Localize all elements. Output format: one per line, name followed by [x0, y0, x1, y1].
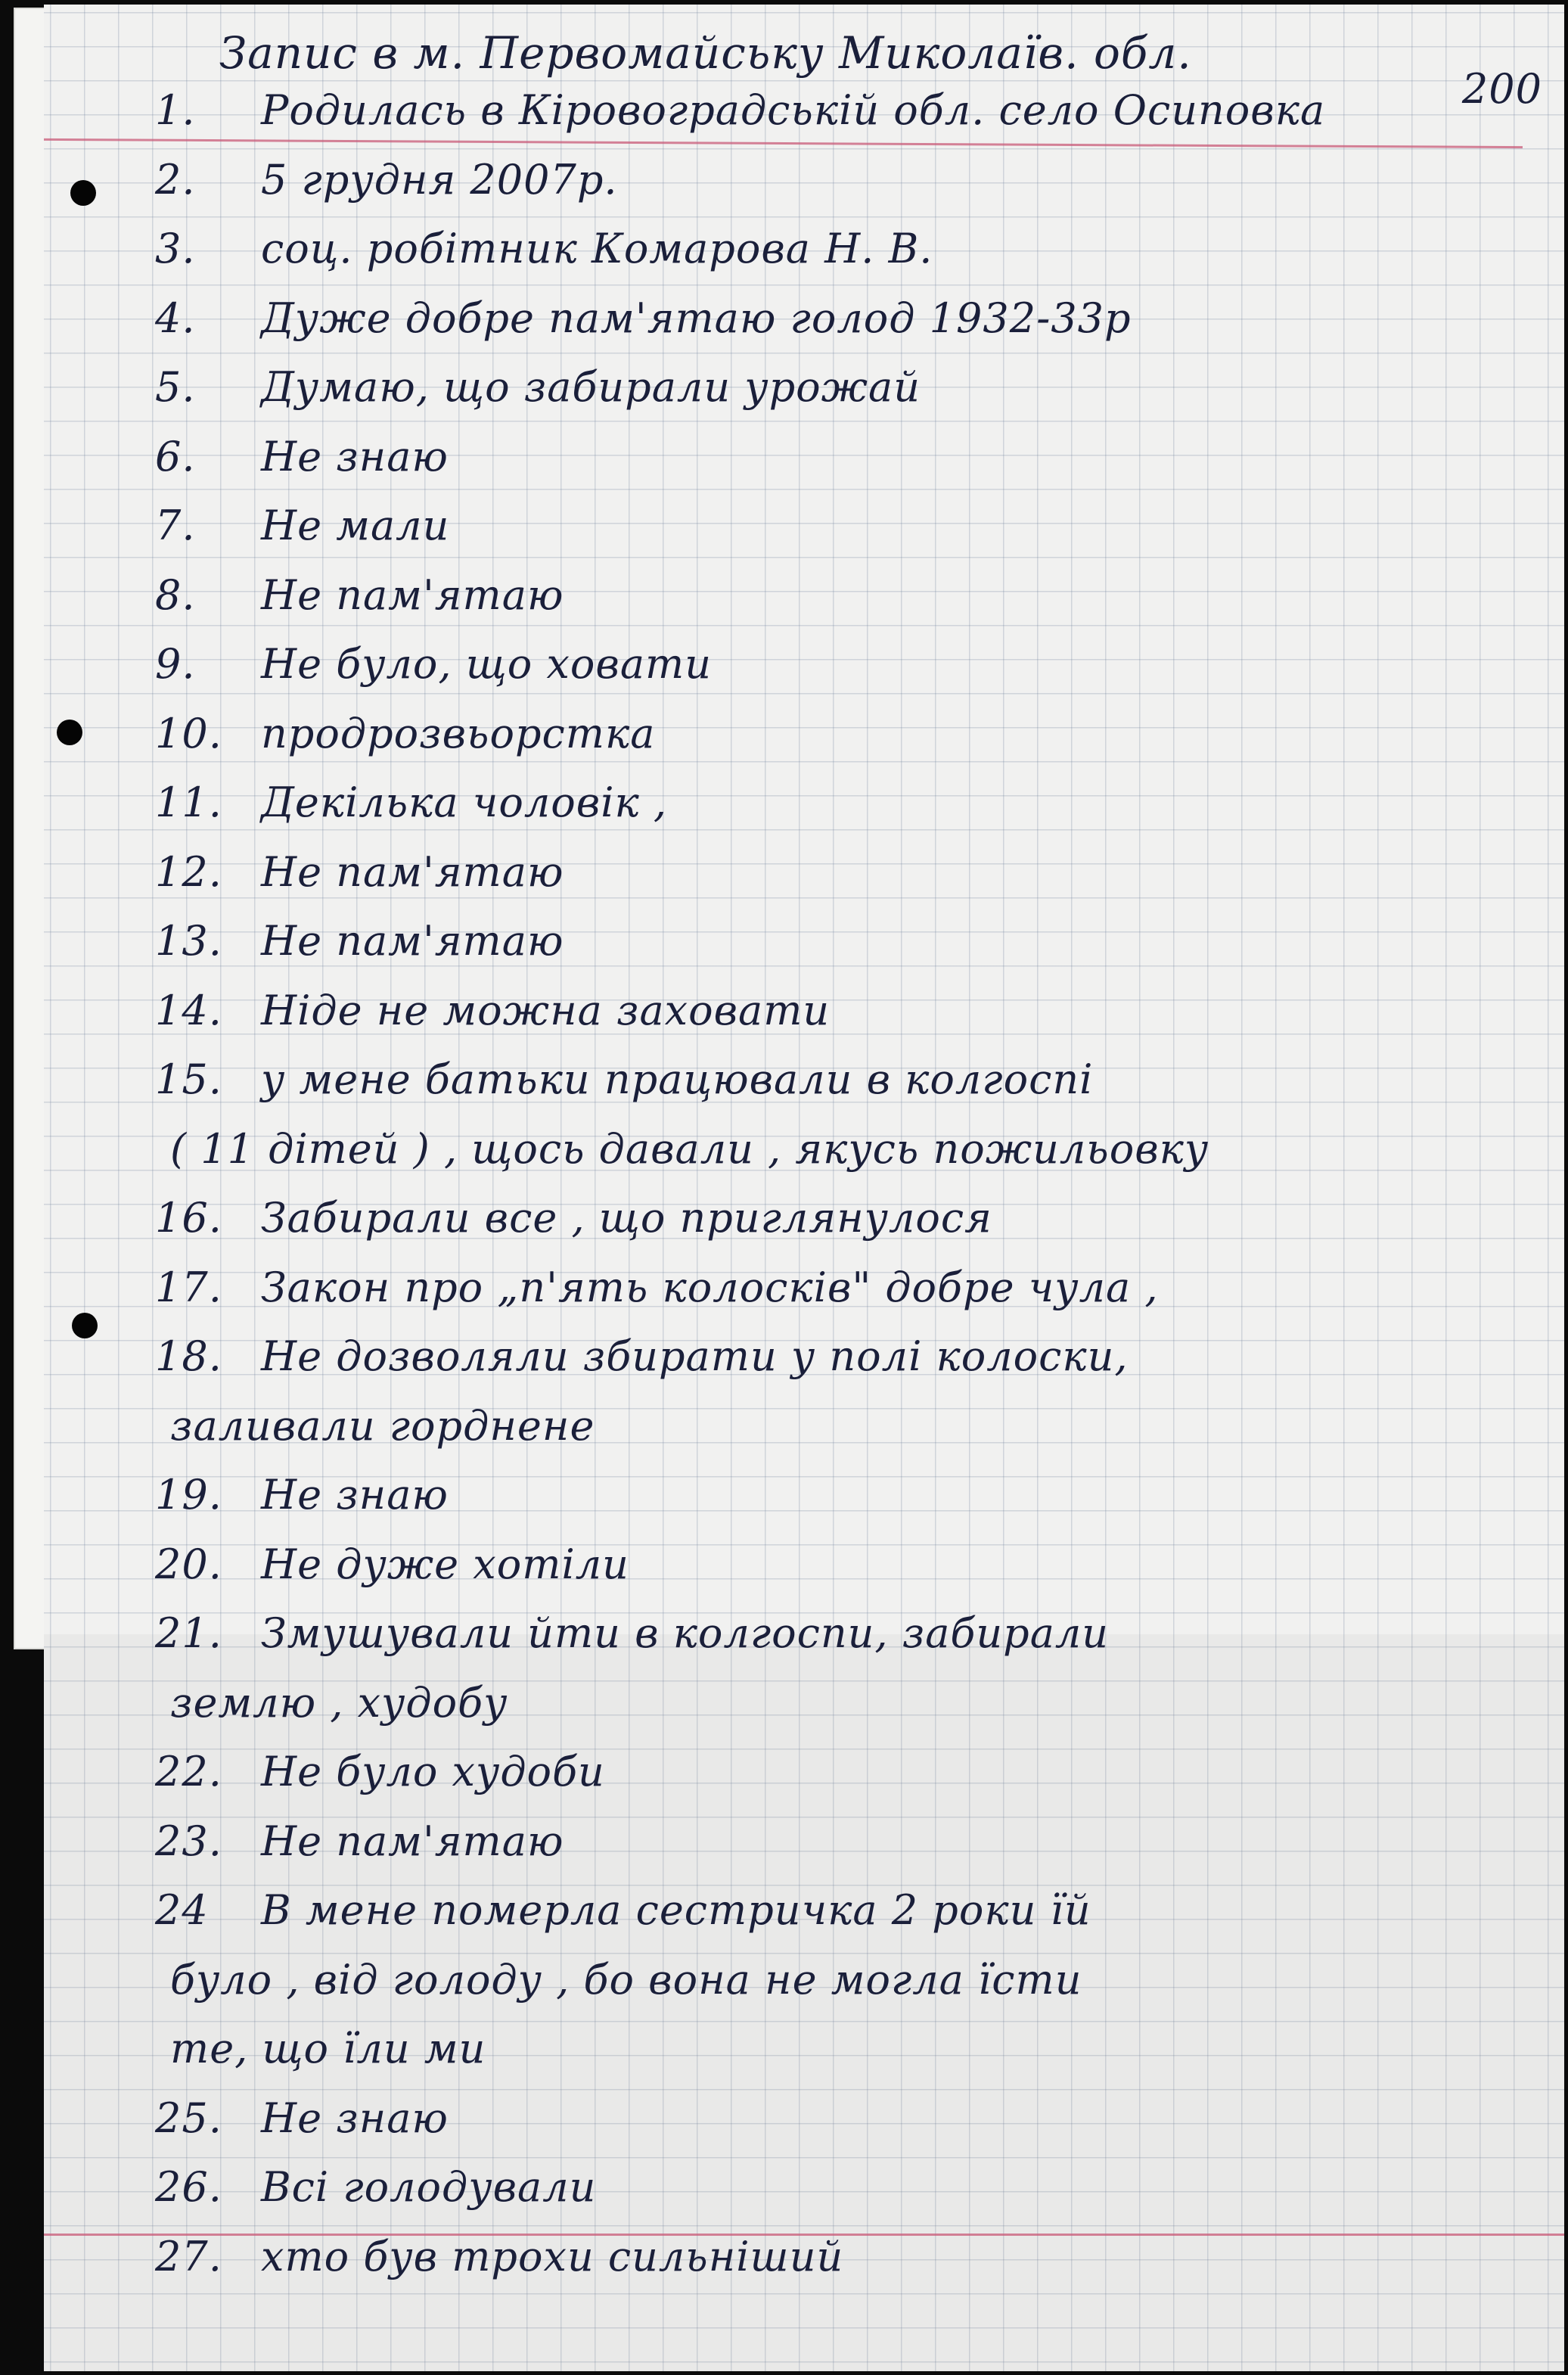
answer-line	[155, 2153, 1501, 2222]
answer-number: 8.	[155, 570, 196, 619]
answer-number: 23.	[155, 1817, 222, 1865]
answer-line	[155, 1876, 1501, 1945]
answer-text: 5 грудня 2007р.	[261, 155, 618, 204]
answer-number: 17.	[155, 1263, 222, 1311]
answer-line	[155, 1045, 1501, 1114]
answer-text: землю , худобу	[170, 1678, 508, 1727]
answer-line	[155, 768, 1501, 838]
answer-text: Не дозволяли збирати у полі колоски,	[261, 1332, 1129, 1381]
answer-text: було , від голоду , бо вона не могла їсти	[170, 1955, 1082, 2004]
answer-number: 13.	[155, 917, 222, 965]
answer-line	[155, 353, 1501, 422]
answer-line	[155, 2084, 1501, 2153]
answer-line	[155, 145, 1501, 215]
answer-continuation-line	[155, 1114, 1501, 1184]
answer-number: 26.	[155, 2163, 222, 2212]
answer-text: Не знаю	[261, 432, 449, 480]
answer-continuation-line	[155, 1945, 1501, 2015]
answer-number: 11.	[155, 779, 222, 827]
answer-number: 15.	[155, 1055, 222, 1104]
answer-line	[155, 76, 1501, 145]
answer-line	[155, 284, 1501, 353]
answer-text: Змушували йти в колгоспи, забирали	[261, 1609, 1110, 1658]
answer-text: ( 11 дітей ) , щось давали , якусь пожильовку	[170, 1124, 1209, 1173]
answer-number: 1.	[155, 86, 196, 135]
answer-number: 12.	[155, 847, 222, 896]
answer-text: Забирали все , що приглянулося	[261, 1194, 992, 1242]
answer-number: 9.	[155, 640, 196, 689]
answer-text: Родилась в Кіровоградській обл. село Осиповка	[261, 86, 1326, 135]
answer-number: 10.	[155, 709, 222, 757]
answer-list	[155, 76, 1501, 2291]
answer-text: Не пам'ятаю	[261, 917, 564, 965]
answer-number: 20.	[155, 1540, 222, 1588]
answer-line	[155, 1253, 1501, 1323]
answer-line	[155, 422, 1501, 492]
answer-text: Не знаю	[261, 1471, 449, 1519]
answer-line	[155, 2222, 1501, 2292]
answer-number: 16.	[155, 1194, 222, 1242]
answer-text: хто був трохи сильніший	[261, 2232, 844, 2280]
answer-line	[155, 976, 1501, 1046]
answer-number: 6.	[155, 432, 196, 480]
answer-line	[155, 491, 1501, 561]
document-title: Запис в м. Первомайську Миколаїв. обл.	[219, 27, 1192, 79]
punch-hole-bottom	[72, 1313, 98, 1338]
answer-text: Не дуже хотіли	[261, 1540, 629, 1588]
answer-text: Не пам'ятаю	[261, 847, 564, 896]
answer-line	[155, 699, 1501, 769]
answer-number: 27.	[155, 2232, 222, 2280]
answer-line	[155, 1599, 1501, 1668]
answer-number: 22.	[155, 1748, 222, 1796]
answer-text: Не було, що ховати	[261, 640, 713, 689]
answer-text: соц. робітник Комарова Н. В.	[261, 225, 933, 273]
answer-number: 5.	[155, 363, 196, 412]
punch-hole-middle	[57, 720, 82, 745]
answer-line	[155, 1183, 1501, 1253]
answer-text: у мене батьки працювали в колгоспі	[261, 1055, 1094, 1104]
answer-line	[155, 838, 1501, 907]
answer-text: продрозвьорстка	[261, 709, 656, 757]
answer-text: те, що їли ми	[170, 2025, 486, 2073]
answer-text: Не пам'ятаю	[261, 570, 564, 619]
answer-line	[155, 629, 1501, 699]
answer-number: 25.	[155, 2094, 222, 2142]
answer-text: Не мали	[261, 502, 450, 550]
answer-text: Всі голодували	[261, 2163, 597, 2212]
answer-number: 21.	[155, 1609, 222, 1658]
answer-text: Думаю, що забирали урожай	[261, 363, 921, 412]
answer-text: Ніде не можна заховати	[261, 986, 831, 1034]
answer-text: Дуже добре пам'ятаю голод 1932-33р	[261, 294, 1132, 342]
answer-text: В мене померла сестричка 2 роки їй	[261, 1886, 1091, 1935]
answer-line	[155, 1737, 1501, 1807]
answer-line	[155, 1322, 1501, 1391]
answer-text: Закон про „п'ять колосків" добре чула ,	[261, 1263, 1159, 1311]
answer-number: 19.	[155, 1471, 222, 1519]
answer-number: 4.	[155, 294, 196, 342]
answer-line	[155, 1530, 1501, 1599]
answer-continuation-line	[155, 2014, 1501, 2084]
answer-text: Не знаю	[261, 2094, 449, 2142]
answer-number: 24	[155, 1886, 209, 1935]
answer-number: 2.	[155, 155, 196, 204]
answer-text: заливали горднене	[170, 1401, 595, 1450]
answer-text: Декілька чоловік ,	[261, 779, 668, 827]
page-number: 200	[1461, 65, 1542, 113]
answer-text: Не було худоби	[261, 1748, 605, 1796]
answer-line	[155, 214, 1501, 284]
answer-line	[155, 561, 1501, 630]
answer-line	[155, 1807, 1501, 1876]
answer-continuation-line	[155, 1391, 1501, 1461]
answer-line	[155, 906, 1501, 976]
answer-number: 3.	[155, 225, 196, 273]
punch-hole-top	[70, 180, 96, 206]
answer-number: 14.	[155, 986, 222, 1034]
answer-text: Не пам'ятаю	[261, 1817, 564, 1865]
answer-number: 18.	[155, 1332, 222, 1381]
answer-continuation-line	[155, 1668, 1501, 1738]
answer-number: 7.	[155, 502, 196, 550]
answer-line	[155, 1460, 1501, 1530]
